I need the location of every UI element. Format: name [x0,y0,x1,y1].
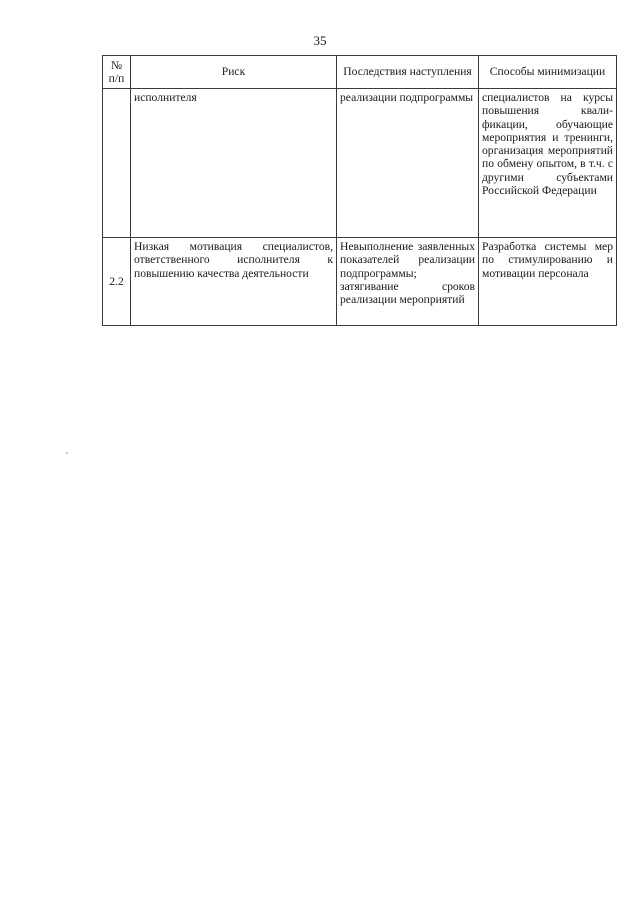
table-header-row [103,56,617,89]
risk-table [102,55,617,326]
page-number: 35 [313,33,327,48]
header-risk: Риск [131,56,337,89]
consequences-cell: Невыполнение заявленных показателей реализации подпрограммы; затягивание сроков реализации мероприятий [337,238,479,326]
row-number [103,89,131,238]
table-row [103,89,617,238]
scan-artifact [66,452,68,454]
risk-cell: исполнителя [131,89,337,238]
risk-cell: Низкая мотивация специалистов, ответственного исполнителя к повышению качества деятельности [131,238,337,326]
header-number: № п/п [103,56,131,89]
header-consequences: Последствия наступления [337,56,479,89]
minimization-cell: Разработка системы мер по стимулированию и мотивации персонала [479,238,617,326]
row-number: 2.2 [103,238,131,326]
consequences-cell: реализации подпрограммы [337,89,479,238]
minimization-cell: специалистов на курсы повышения квалификации, обучающие мероприятия и тренинги, организация мероприятий по обмену опытом, в т.ч. с другими субъектами Российской Федерации [479,89,617,238]
header-minimization: Способы минимизации [479,56,617,89]
table-row [103,238,617,326]
